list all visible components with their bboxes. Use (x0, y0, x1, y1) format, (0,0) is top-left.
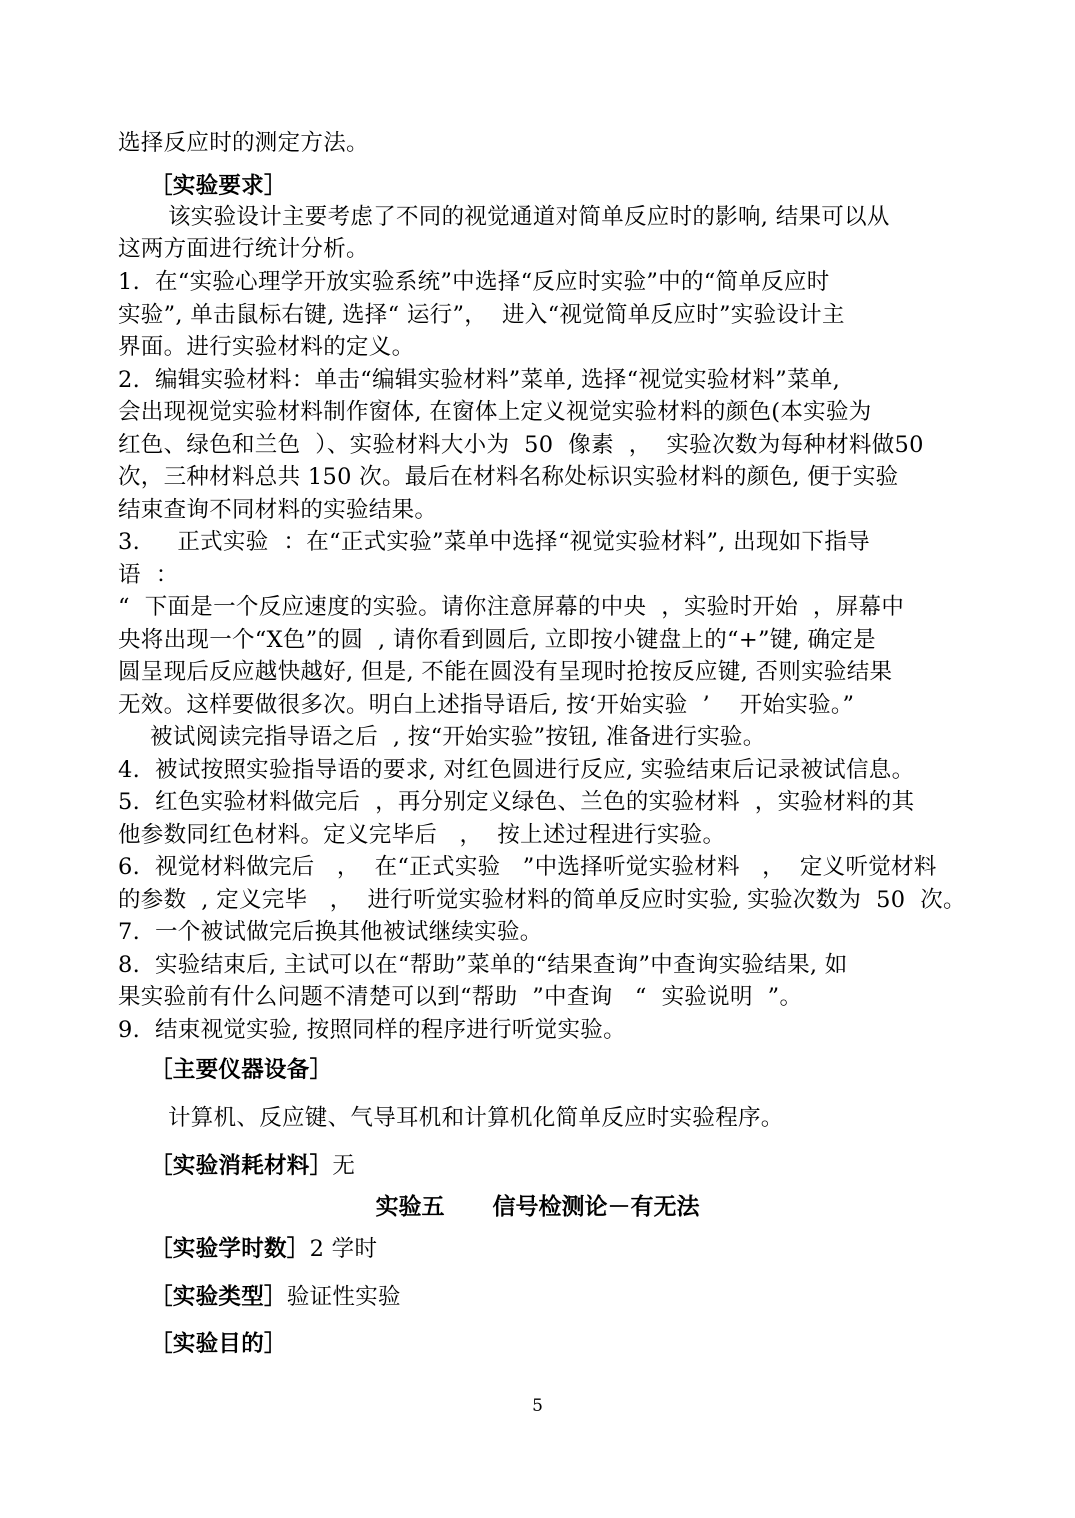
heading-type: ［实验类型］ (150, 1284, 287, 1310)
body-line: 该实验设计主要考虑了不同的视觉通道对简单反应时的影响, 结果可以从 (168, 204, 890, 230)
body-line: “ 下面是一个反应速度的实验。请你注意屏幕的中央 ，实验时开始 ，屏幕中 (118, 594, 905, 620)
body-line: 这两方面进行统计分析。 (118, 236, 369, 262)
body-line: 4. 被试按照实验指导语的要求, 对红色圆进行反应, 实验结束后记录被试信息。 (118, 757, 915, 783)
heading-equipment: ［主要仪器设备］ (150, 1057, 333, 1083)
body-line: 7. 一个被试做完后换其他被试继续实验。 (118, 919, 543, 945)
body-line: 果实验前有什么问题不清楚可以到“帮助 ”中查询 “ 实验说明 ”。 (118, 984, 803, 1010)
body-line: 被试阅读完指导语之后 , 按“开始实验”按钮, 准备进行实验。 (150, 724, 766, 750)
body-line: 2. 编辑实验材料：单击“编辑实验材料”菜单, 选择“视觉实验材料”菜单, (118, 367, 841, 393)
body-line: 圆呈现后反应越快越好, 但是, 不能在圆没有呈现时抢按反应键, 否则实验结果 (118, 659, 893, 685)
body-line: 无效。这样要做很多次。明白上述指导语后, 按‘开始实验 ’ 开始实验。” (118, 692, 855, 718)
body-line: 实验”, 单击鼠标右键, 选择“ 运行”， 进入“视觉简单反应时”实验设计主 (118, 302, 845, 328)
body-line: 9. 结束视觉实验, 按照同样的程序进行听觉实验。 (118, 1017, 626, 1043)
page-number: 5 (532, 1396, 543, 1416)
body-line: 语 ： (118, 562, 179, 588)
body-line: 的参数 , 定义完毕 ， 进行听觉实验材料的简单反应时实验, 实验次数为 50 次。 (118, 887, 966, 913)
body-line: 结束查询不同材料的实验结果。 (118, 497, 438, 523)
body-line: 6. 视觉材料做完后 ， 在“正式实验 ”中选择听觉实验材料 ， 定义听觉材料 (118, 854, 937, 880)
heading-purpose: ［实验目的］ (150, 1331, 287, 1357)
body-line: 界面。进行实验材料的定义。 (118, 334, 415, 360)
type-row (150, 1281, 401, 1313)
section-title: 实验五 信号检测论－有无法 (375, 1194, 700, 1220)
body-line: 3. 正式实验 ：在“正式实验”菜单中选择“视觉实验材料”, 出现如下指导 (118, 529, 870, 555)
body-line: 次，三种材料总共 150 次。最后在材料名称处标识实验材料的颜色, 便于实验 (118, 464, 899, 490)
body-line: 5. 红色实验材料做完后 ，再分别定义绿色、兰色的实验材料 ，实验材料的其 (118, 789, 915, 815)
body-line: 央将出现一个“X色”的圆 , 请你看到圆后, 立即按小键盘上的“+”键, 确定是 (118, 627, 876, 653)
body-line: 1. 在“实验心理学开放实验系统”中选择“反应时实验”中的“简单反应时 (118, 269, 830, 295)
heading-requirements: ［实验要求］ (150, 173, 287, 199)
body-line: 红色、绿色和兰色 ）、实验材料大小为 50 像素 ， 实验次数为每种材料做50 (118, 432, 924, 458)
consumables-value: 无 (332, 1153, 356, 1179)
body-line: 他参数同红色材料。定义完毕后 ， 按上述过程进行实验。 (118, 822, 726, 848)
hours-row (150, 1233, 377, 1265)
type-value: 验证性实验 (286, 1284, 401, 1310)
body-line: 8. 实验结束后, 主试可以在“帮助”菜单的“结果查询”中查询实验结果, 如 (118, 952, 848, 978)
heading-hours: ［实验学时数］ (150, 1236, 310, 1262)
body-line: 会出现视觉实验材料制作窗体, 在窗体上定义视觉实验材料的颜色(本实验为 (118, 399, 872, 425)
equipment-text: 计算机、反应键、气导耳机和计算机化简单反应时实验程序。 (168, 1105, 784, 1131)
heading-consumables: ［实验消耗材料］ (150, 1153, 333, 1179)
hours-value: 2 学时 (309, 1236, 378, 1262)
body-line: 选择反应时的测定方法。 (118, 130, 369, 156)
consumables-row (150, 1150, 355, 1182)
